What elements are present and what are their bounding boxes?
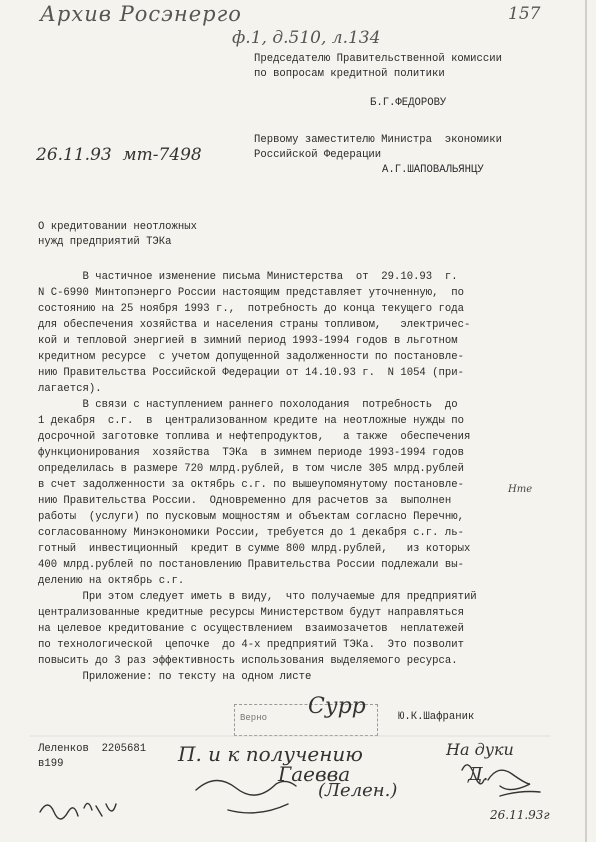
addressee-line-2: по вопросам кредитной политики — [254, 68, 445, 80]
subject-line-2: нужд предприятий ТЭКа — [38, 236, 172, 248]
body-line: При этом следует иметь в виду, что получаемые для предприятий — [38, 591, 477, 603]
body-line: нию Правительства Российской Федерации от 14.10.93 г. N 1054 (при- — [38, 367, 464, 379]
body-line: на целевое кредитование с осуществлением взаимозачетов неплатежей — [38, 623, 464, 635]
body-line: В частичное изменение письма Министерства от 29.10.93 г. — [38, 271, 458, 283]
handwritten-note-3: (Лелен.) — [318, 780, 398, 801]
body-line: в счет задолженности за октябрь с.г. по вышеупомянутому постановле- — [38, 479, 464, 491]
body-line: Приложение: по тексту на одном листе — [38, 671, 312, 683]
handwritten-right-3: 26.11.93г — [490, 808, 550, 822]
body-line: 1 декабря с.г. в централизованном кредите на неотложные нужды по — [38, 415, 464, 427]
handwritten-note-1: П. и к получению — [178, 742, 363, 766]
body-line: кредитном ресурсе с учетом допущенной задолженности по постановле- — [38, 351, 464, 363]
addressee-name-2: А.Г.ШАПОВАЛЬЯНЦУ — [382, 164, 484, 176]
handwritten-right-2: Д. — [468, 764, 489, 785]
body-line: для обеспечения хозяйства и населения страны топливом, электричес- — [38, 319, 471, 331]
date-ref-handwriting: 26.11.93 мт-7498 — [36, 145, 202, 165]
executor-line: Леленков 2205681 — [38, 743, 147, 755]
body-line: N С-6990 Минтопэнерго России настоящим представляет уточненную, по — [38, 287, 464, 299]
body-line: состоянию на 25 ноября 1993 г., потребность до конца текущего года — [38, 303, 464, 315]
body-line: нию Правительства России. Одновременно для расчетов за выполнен — [38, 495, 452, 507]
stamp-signature: Сурр — [308, 694, 366, 719]
body-line: повысить до 3 раз эффективность использования выделяемого ресурса. — [38, 655, 458, 667]
archive-handwriting: Архив Росэнерго — [40, 2, 242, 26]
handwritten-insertion: Нте — [508, 484, 533, 495]
archive-ref-handwriting: ф.1, д.510, л.134 — [232, 28, 381, 48]
body-line: досрочной заготовке топлива и нефтепродуктов, а также обеспечения — [38, 431, 471, 443]
body-line: централизованные кредитные ресурсы Министерством будут направляться — [38, 607, 464, 619]
addressee-line-3: Первому заместителю Министра экономики — [254, 134, 502, 146]
subject-line-1: О кредитовании неотложных — [38, 221, 197, 233]
body-line: работы (услуги) по пусковым мощностям и объектам согласно Перечню, — [38, 511, 464, 523]
body-line: делению на октябрь с.г. — [38, 575, 185, 587]
handwritten-right-1: На дуки — [446, 740, 514, 759]
body-line: функционирования хозяйства ТЭКа в зимнем периоде 1993-1994 годов — [38, 447, 464, 459]
body-line: готный инвестиционный кредит в сумме 800 млрд.рублей, из которых — [38, 543, 471, 555]
body-line: кой и тепловой энергией в зимний период 1993-1994 годов в льготном — [38, 335, 458, 347]
addressee-name-1: Б.Г.ФЕДОРОВУ — [370, 97, 447, 109]
page-number-handwriting: 157 — [508, 4, 541, 24]
stamp-label: Верно — [240, 713, 268, 723]
handwritten-note-2: Гаевва — [278, 762, 351, 786]
body-line: согласованному Минэкономики России, требуется до 1 декабря с.г. ль- — [38, 527, 464, 539]
addressee-line-4: Российской Федерации — [254, 149, 382, 161]
signatory-name: Ю.К.Шафраник — [398, 711, 475, 723]
addressee-line-1: Председателю Правительственной комиссии — [254, 53, 502, 65]
body-line: 400 млрд.рублей по постановлению Правительства России подлежали вы- — [38, 559, 464, 571]
registry-number: в199 — [38, 758, 64, 770]
body-line: лагается). — [38, 383, 102, 395]
body-line: В связи с наступлением раннего похолодания потребность до — [38, 399, 458, 411]
body-line: по технологической цепочке до 4-х предприятий ТЭКа. Это позволит — [38, 639, 464, 651]
body-line: определилась в размере 720 млрд.рублей, в том числе 305 млрд.рублей — [38, 463, 464, 475]
